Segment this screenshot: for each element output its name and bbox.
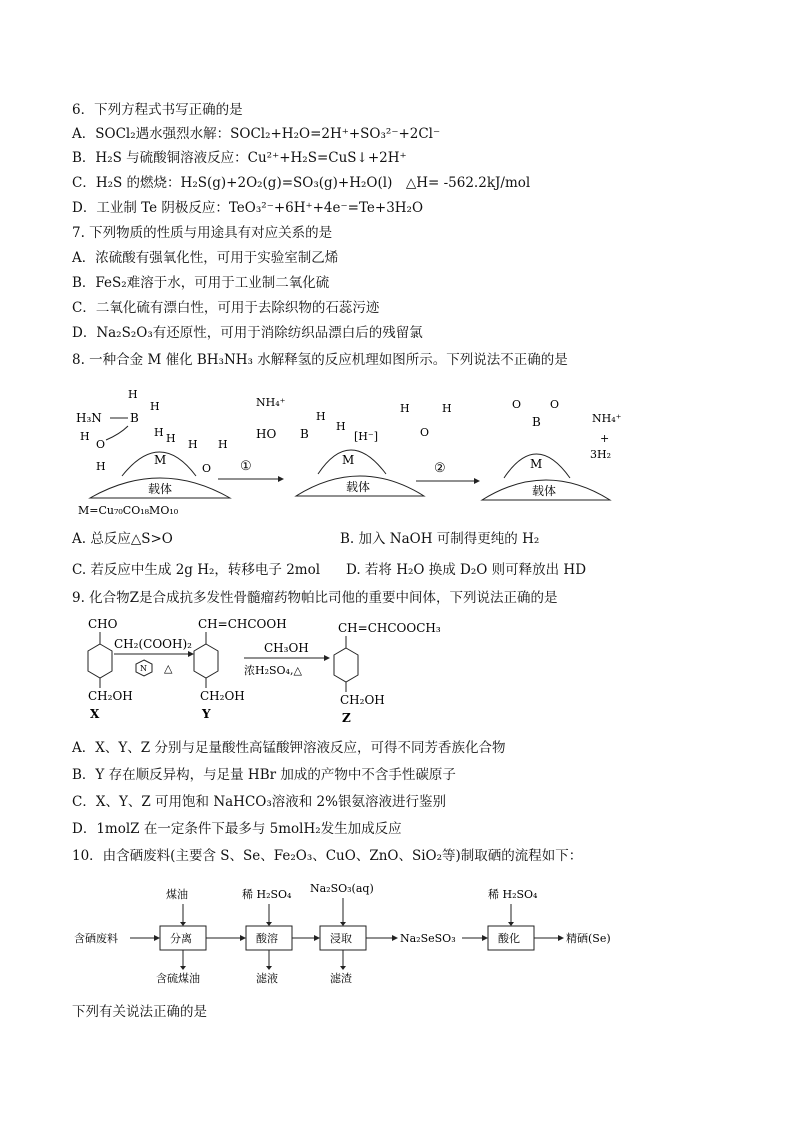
nh4-label-3: NH₄⁺ xyxy=(592,412,622,425)
q9-synthesis-scheme xyxy=(80,614,500,726)
flow-out-2: 滤液 xyxy=(256,972,278,985)
z-label: Z xyxy=(342,711,351,725)
q10-flowchart xyxy=(70,878,630,990)
h-label-1b: H xyxy=(150,400,160,413)
flow-in-1: 煤油 xyxy=(166,888,188,901)
flow-box-3-label: 浸取 xyxy=(330,932,352,945)
q6-option-d: D．工业制 Te 阴极反应：TeO₃²⁻+6H⁺+4e⁻=Te+3H₂O xyxy=(72,200,424,216)
q6-option-b: B．H₂S 与硫酸铜溶液反应：Cu²⁺+H₂S=CuS↓+2H⁺ xyxy=(72,150,407,166)
flow-out-3: 滤渣 xyxy=(330,972,352,985)
q9-stem: 9. 化合物Z是合成抗多发性骨髓瘤药物帕比司他的重要中间体，下列说法正确的是 xyxy=(72,590,558,606)
carrier-label-2: 载体 xyxy=(346,480,371,494)
z-bottom-group: CH₂OH xyxy=(340,693,385,707)
pyridine-n: N xyxy=(140,664,147,673)
q10-follow: 下列有关说法正确的是 xyxy=(72,1004,207,1020)
x-bottom-group: CH₂OH xyxy=(88,689,133,703)
h2-label: 3H₂ xyxy=(590,448,612,461)
o-label-4: O xyxy=(512,398,522,411)
ho-label-2: HO xyxy=(256,427,277,441)
carrier-label-3: 载体 xyxy=(532,484,557,498)
q6-option-c: C．H₂S 的燃烧：H₂S(g)+2O₂(g)=SO₃(g)+H₂O(l) △H= -562.2kJ/mol xyxy=(72,175,531,191)
o-label-2: O xyxy=(202,462,212,475)
flow-output: 精硒(Se) xyxy=(566,932,611,945)
b-label-3: B xyxy=(532,415,541,429)
q8-option-a: A. 总反应△S>O xyxy=(72,531,173,547)
flow-box-2-label: 酸溶 xyxy=(256,932,278,945)
y-label: Y xyxy=(202,707,211,721)
reagent-1-heat: △ xyxy=(164,662,173,675)
q7-option-d: D．Na₂S₂O₃有还原性，可用于消除纺织品漂白后的残留氯 xyxy=(72,325,423,341)
h-label-2a: H xyxy=(316,410,326,423)
h-label-1f: H xyxy=(166,432,176,445)
q10-stem: 10．由含硒废料(主要含 S、Se、Fe₂O₃、CuO、ZnO、SiO₂等)制取硒的流程如下： xyxy=(72,848,583,864)
hminus-label: [H⁻] xyxy=(354,430,378,443)
plus-label: + xyxy=(600,432,610,445)
h-label-1a: H xyxy=(128,388,138,401)
flow-box-4-label: 酸化 xyxy=(498,932,520,945)
q6-stem: 6．下列方程式书写正确的是 xyxy=(72,102,243,118)
o-label-3: O xyxy=(420,426,430,439)
q9-option-a: A．X、Y、Z 分别与足量酸性高锰酸钾溶液反应，可得不同芳香族化合物 xyxy=(72,740,506,756)
h-label-1d: H xyxy=(80,430,90,443)
flow-out-1: 含硫煤油 xyxy=(156,972,200,985)
q8-mechanism-diagram xyxy=(70,378,630,518)
q8-stem: 8. 一种合金 M 催化 BH₃NH₃ 水解释氢的反应机理如图所示。下列说法不正确的是 xyxy=(72,352,568,368)
o-label-5: O xyxy=(550,398,560,411)
h-label-2c: H xyxy=(400,402,410,415)
flow-input: 含硒废料 xyxy=(74,932,118,945)
reagent-1: CH₂(COOH)₂ xyxy=(114,637,192,651)
reagent-2: CH₃OH xyxy=(264,641,309,655)
q8-option-b: B. 加入 NaOH 可制得更纯的 H₂ xyxy=(340,531,540,547)
q9-option-b: B．Y 存在顺反异构，与足量 HBr 加成的产物中不含手性碳原子 xyxy=(72,767,456,783)
q7-option-a: A．浓硫酸有强氧化性，可用于实验室制乙烯 xyxy=(72,250,339,266)
x-top-group: CHO xyxy=(88,617,118,631)
step-2-label: ② xyxy=(434,461,446,476)
o-label-1: O xyxy=(96,438,106,451)
metal-label-2: M xyxy=(342,453,355,467)
x-label: X xyxy=(90,707,100,721)
q9-option-c: C．X、Y、Z 可用饱和 NaHCO₃溶液和 2%银氨溶液进行鉴别 xyxy=(72,794,446,810)
carrier-label-1: 载体 xyxy=(148,482,173,496)
nh4-label-2: NH₄⁺ xyxy=(256,396,286,409)
z-top-group: CH=CHCOOCH₃ xyxy=(338,621,441,635)
metal-label-3: M xyxy=(530,457,543,471)
reagent-2-condition: 浓H₂SO₄,△ xyxy=(244,664,302,677)
metal-label-1: M xyxy=(154,453,167,467)
h-label-1e: H xyxy=(96,460,106,473)
flow-in-2: 稀 H₂SO₄ xyxy=(242,888,292,901)
b-label-1: B xyxy=(130,411,139,425)
q7-option-c: C．二氧化硫有漂白性，可用于去除织物的石蕊污迹 xyxy=(72,300,380,316)
y-top-group: CH=CHCOOH xyxy=(198,617,287,631)
h-label-1c: H xyxy=(154,426,164,439)
alloy-formula: M=Cu₇₀CO₁₈MO₁₀ xyxy=(78,504,179,517)
h-label-1h: H xyxy=(218,438,228,451)
h3n-label: H₃N xyxy=(76,411,102,425)
q6-option-a: A．SOCl₂遇水强烈水解：SOCl₂+H₂O=2H⁺+SO₃²⁻+2Cl⁻ xyxy=(72,126,441,142)
h-label-2b: H xyxy=(336,420,346,433)
step-1-label: ① xyxy=(240,459,252,474)
q8-option-d: D. 若将 H₂O 换成 D₂O 则可释放出 HD xyxy=(346,562,587,578)
q7-option-b: B．FeS₂难溶于水，可用于工业制二氧化硫 xyxy=(72,275,330,291)
h-label-1g: H xyxy=(188,438,198,451)
flow-in-4: 稀 H₂SO₄ xyxy=(488,888,538,901)
q8-option-c: C. 若反应中生成 2g H₂，转移电子 2mol xyxy=(72,562,321,578)
flow-box-1-label: 分离 xyxy=(170,932,192,945)
q9-option-d: D．1molZ 在一定条件下最多与 5molH₂发生加成反应 xyxy=(72,821,402,837)
b-label-2: B xyxy=(300,427,309,441)
q7-stem: 7. 下列物质的性质与用途具有对应关系的是 xyxy=(72,225,333,241)
y-bottom-group: CH₂OH xyxy=(200,689,245,703)
h-label-2d: H xyxy=(442,402,452,415)
flow-in-3: Na₂SO₃(aq) xyxy=(310,882,374,895)
flow-mid-product: Na₂SeSO₃ xyxy=(400,932,456,945)
